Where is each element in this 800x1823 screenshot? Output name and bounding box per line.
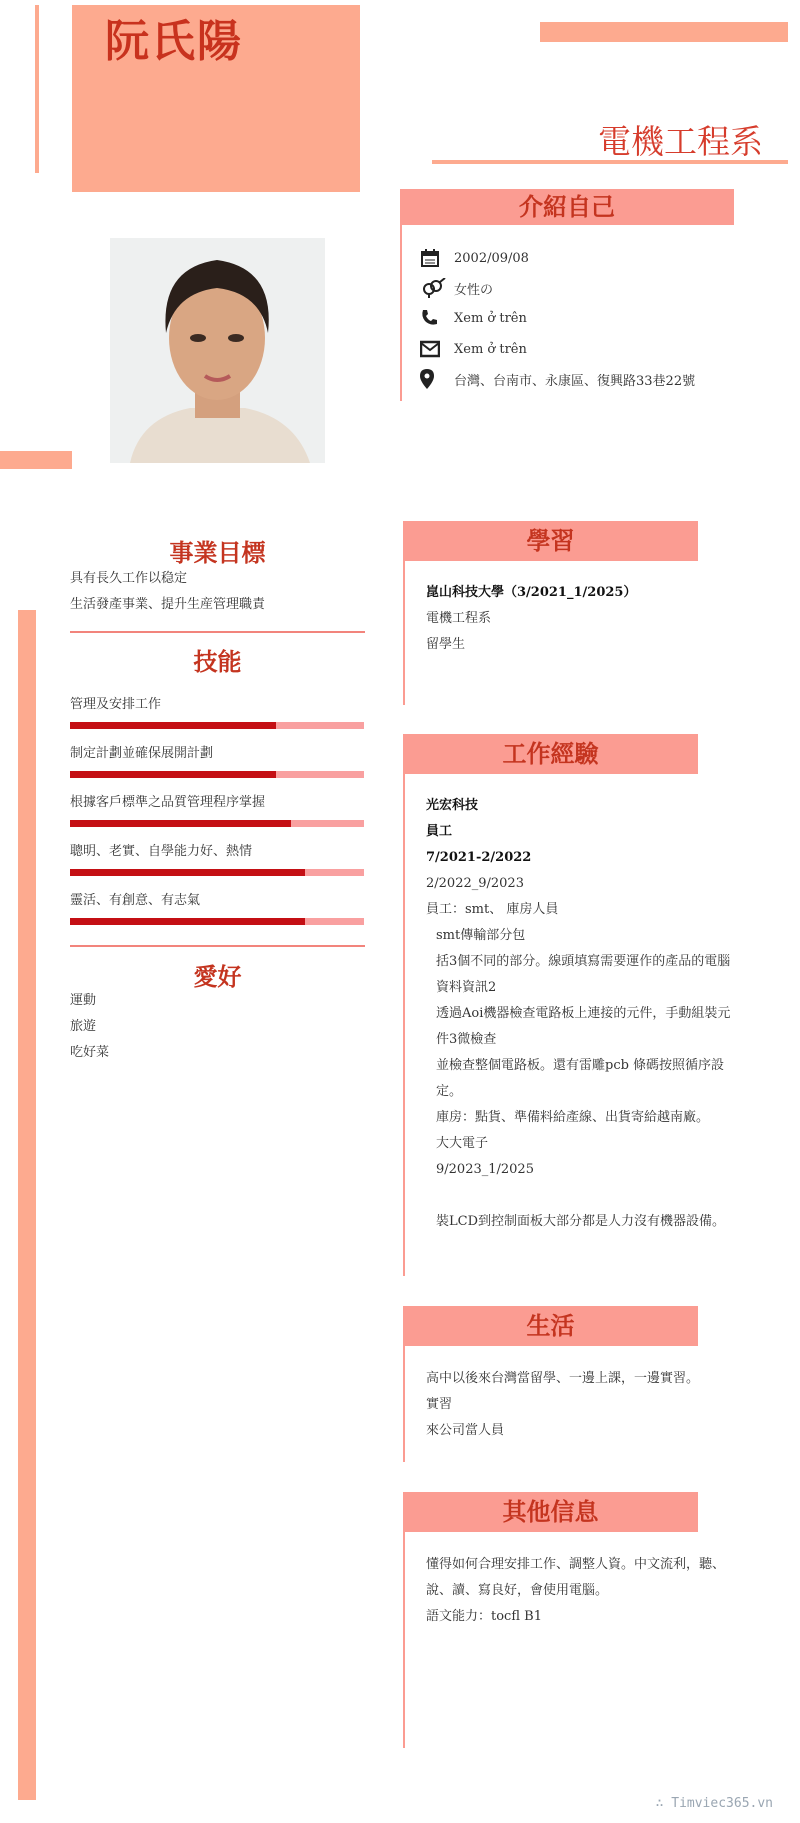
- info-phone: [420, 303, 527, 333]
- location-icon: [420, 369, 454, 389]
- experience-line: [426, 1183, 766, 1209]
- watermark-icon: ∴: [655, 1796, 672, 1811]
- skill-bar-fill-4: [70, 869, 305, 876]
- decor-bar-top-right: [540, 22, 788, 42]
- gender-value: 女性の: [454, 282, 494, 298]
- experience-line: smt傳輸部分包: [436, 928, 526, 943]
- info-email: [420, 334, 527, 364]
- department-title: 電機工程系: [598, 122, 763, 161]
- experience-line: 透過Aoi機器檢查電路板上連接的元件，手動組裝元: [436, 1006, 731, 1021]
- life-vline: [403, 1346, 405, 1462]
- skill-bar-1: [70, 722, 364, 729]
- skill-label-1: 管理及安排工作: [70, 697, 162, 712]
- career-goal-heading: 事業目標: [169, 539, 266, 567]
- education-vline: [403, 561, 405, 705]
- skill-label-3: 根據客戶標準之品質管理程序掌握: [70, 795, 266, 810]
- career-goal-line-2: 生活發產事業、提升生産管理職責: [70, 597, 266, 612]
- career-goal-line-1: 具有長久工作以稳定: [70, 571, 188, 586]
- phone-icon: [420, 309, 454, 327]
- experience-body: [426, 793, 766, 1235]
- other-info-vline: [403, 1532, 405, 1748]
- other-info-heading: 其他信息: [403, 1492, 698, 1532]
- experience-line: 9/2023_1/2025: [436, 1162, 534, 1177]
- experience-line: 裝LCD到控制面板大部分都是人力沒有機器設備。: [436, 1214, 726, 1229]
- decor-vertical-bar-left: [18, 610, 36, 1800]
- calendar-icon: [420, 248, 454, 268]
- info-birthdate: [420, 243, 529, 273]
- skill-label-5: 靈活、有創意、有志氣: [70, 893, 201, 908]
- divider-skills: [70, 945, 365, 947]
- experience-line: 資料資訊2: [436, 980, 497, 995]
- experience-line: 員工：smt、 庫房人員: [426, 902, 559, 917]
- experience-company: 光宏科技: [426, 798, 479, 813]
- phone-value: Xem ở trên: [454, 310, 527, 326]
- candidate-name: 阮氏陽: [105, 16, 243, 67]
- address-value: 台灣、台南市、永康區、復興路33巷22號: [454, 373, 696, 389]
- experience-line: 件3微檢查: [436, 1032, 497, 1047]
- experience-vline: [403, 774, 405, 1276]
- life-line-3: 來公司當人員: [426, 1423, 505, 1438]
- skill-label-2: 制定計劃並確保展開計劃: [70, 746, 214, 761]
- experience-heading: 工作經驗: [403, 734, 698, 774]
- skill-bar-fill-5: [70, 918, 305, 925]
- info-address: [420, 364, 695, 394]
- other-info-line-2: 說、讀、寫良好，會使用電腦。: [426, 1583, 609, 1598]
- hobby-item-1: 運動: [70, 993, 97, 1008]
- other-info-line-1: 懂得如何合理安排工作、調整人資。中文流利，聽、: [426, 1557, 726, 1572]
- skill-bar-3: [70, 820, 364, 827]
- life-heading: 生活: [403, 1306, 698, 1346]
- skill-bar-4: [70, 869, 364, 876]
- education-status: 留學生: [426, 637, 466, 652]
- experience-position: 員工: [426, 824, 453, 839]
- info-gender: [420, 273, 493, 303]
- experience-line: 括3個不同的部分。線頭填寫需要運作的產品的電腦: [436, 954, 731, 969]
- skill-bar-fill-2: [70, 771, 276, 778]
- other-info-line-3: 語文能力：tocfl B1: [426, 1609, 542, 1624]
- experience-line: 2/2022_9/2023: [426, 876, 524, 891]
- skill-bar-fill-3: [70, 820, 291, 827]
- skill-bar-fill-1: [70, 722, 276, 729]
- skills-heading: 技能: [193, 648, 242, 676]
- birthdate-value: 2002/09/08: [454, 250, 529, 266]
- hobby-item-3: 吃好菜: [70, 1045, 110, 1060]
- skill-label-4: 聰明、老實、自學能力好、熱情: [70, 844, 253, 859]
- life-line-1: 高中以後來台灣當留學、一邊上課，一邊實習。: [426, 1371, 700, 1386]
- hobbies-heading: 愛好: [193, 963, 242, 991]
- experience-line: 並檢查整個電路板。還有雷雕pcb 條碼按照循序設: [436, 1058, 725, 1073]
- experience-line: 定。: [436, 1084, 463, 1099]
- intro-vline: [400, 225, 402, 401]
- skill-bar-5: [70, 918, 364, 925]
- hobby-item-2: 旅遊: [70, 1019, 97, 1034]
- gender-icon: [420, 278, 454, 298]
- intro-heading: 介紹自己: [400, 189, 734, 225]
- education-school: 崑山科技大學（3/2021_1/2025）: [426, 585, 637, 600]
- decor-vertical-bar-top: [35, 5, 39, 173]
- education-heading: 學習: [403, 521, 698, 561]
- watermark-text: Timviec365.vn: [671, 1796, 773, 1811]
- life-line-2: 實習: [426, 1397, 453, 1412]
- experience-line: 庫房：點貨、準備料給產線、出貨寄給越南廠。: [436, 1110, 710, 1125]
- experience-period: 7/2021-2/2022: [426, 850, 532, 865]
- email-icon: [420, 340, 454, 358]
- experience-line: 大大電子: [436, 1136, 489, 1151]
- watermark[interactable]: [656, 1796, 773, 1811]
- decor-bar-left-small: [0, 451, 72, 469]
- education-major: 電機工程系: [426, 611, 492, 626]
- email-value: Xem ở trên: [454, 341, 527, 357]
- profile-photo: [110, 238, 325, 463]
- divider-career: [70, 631, 365, 633]
- skill-bar-2: [70, 771, 364, 778]
